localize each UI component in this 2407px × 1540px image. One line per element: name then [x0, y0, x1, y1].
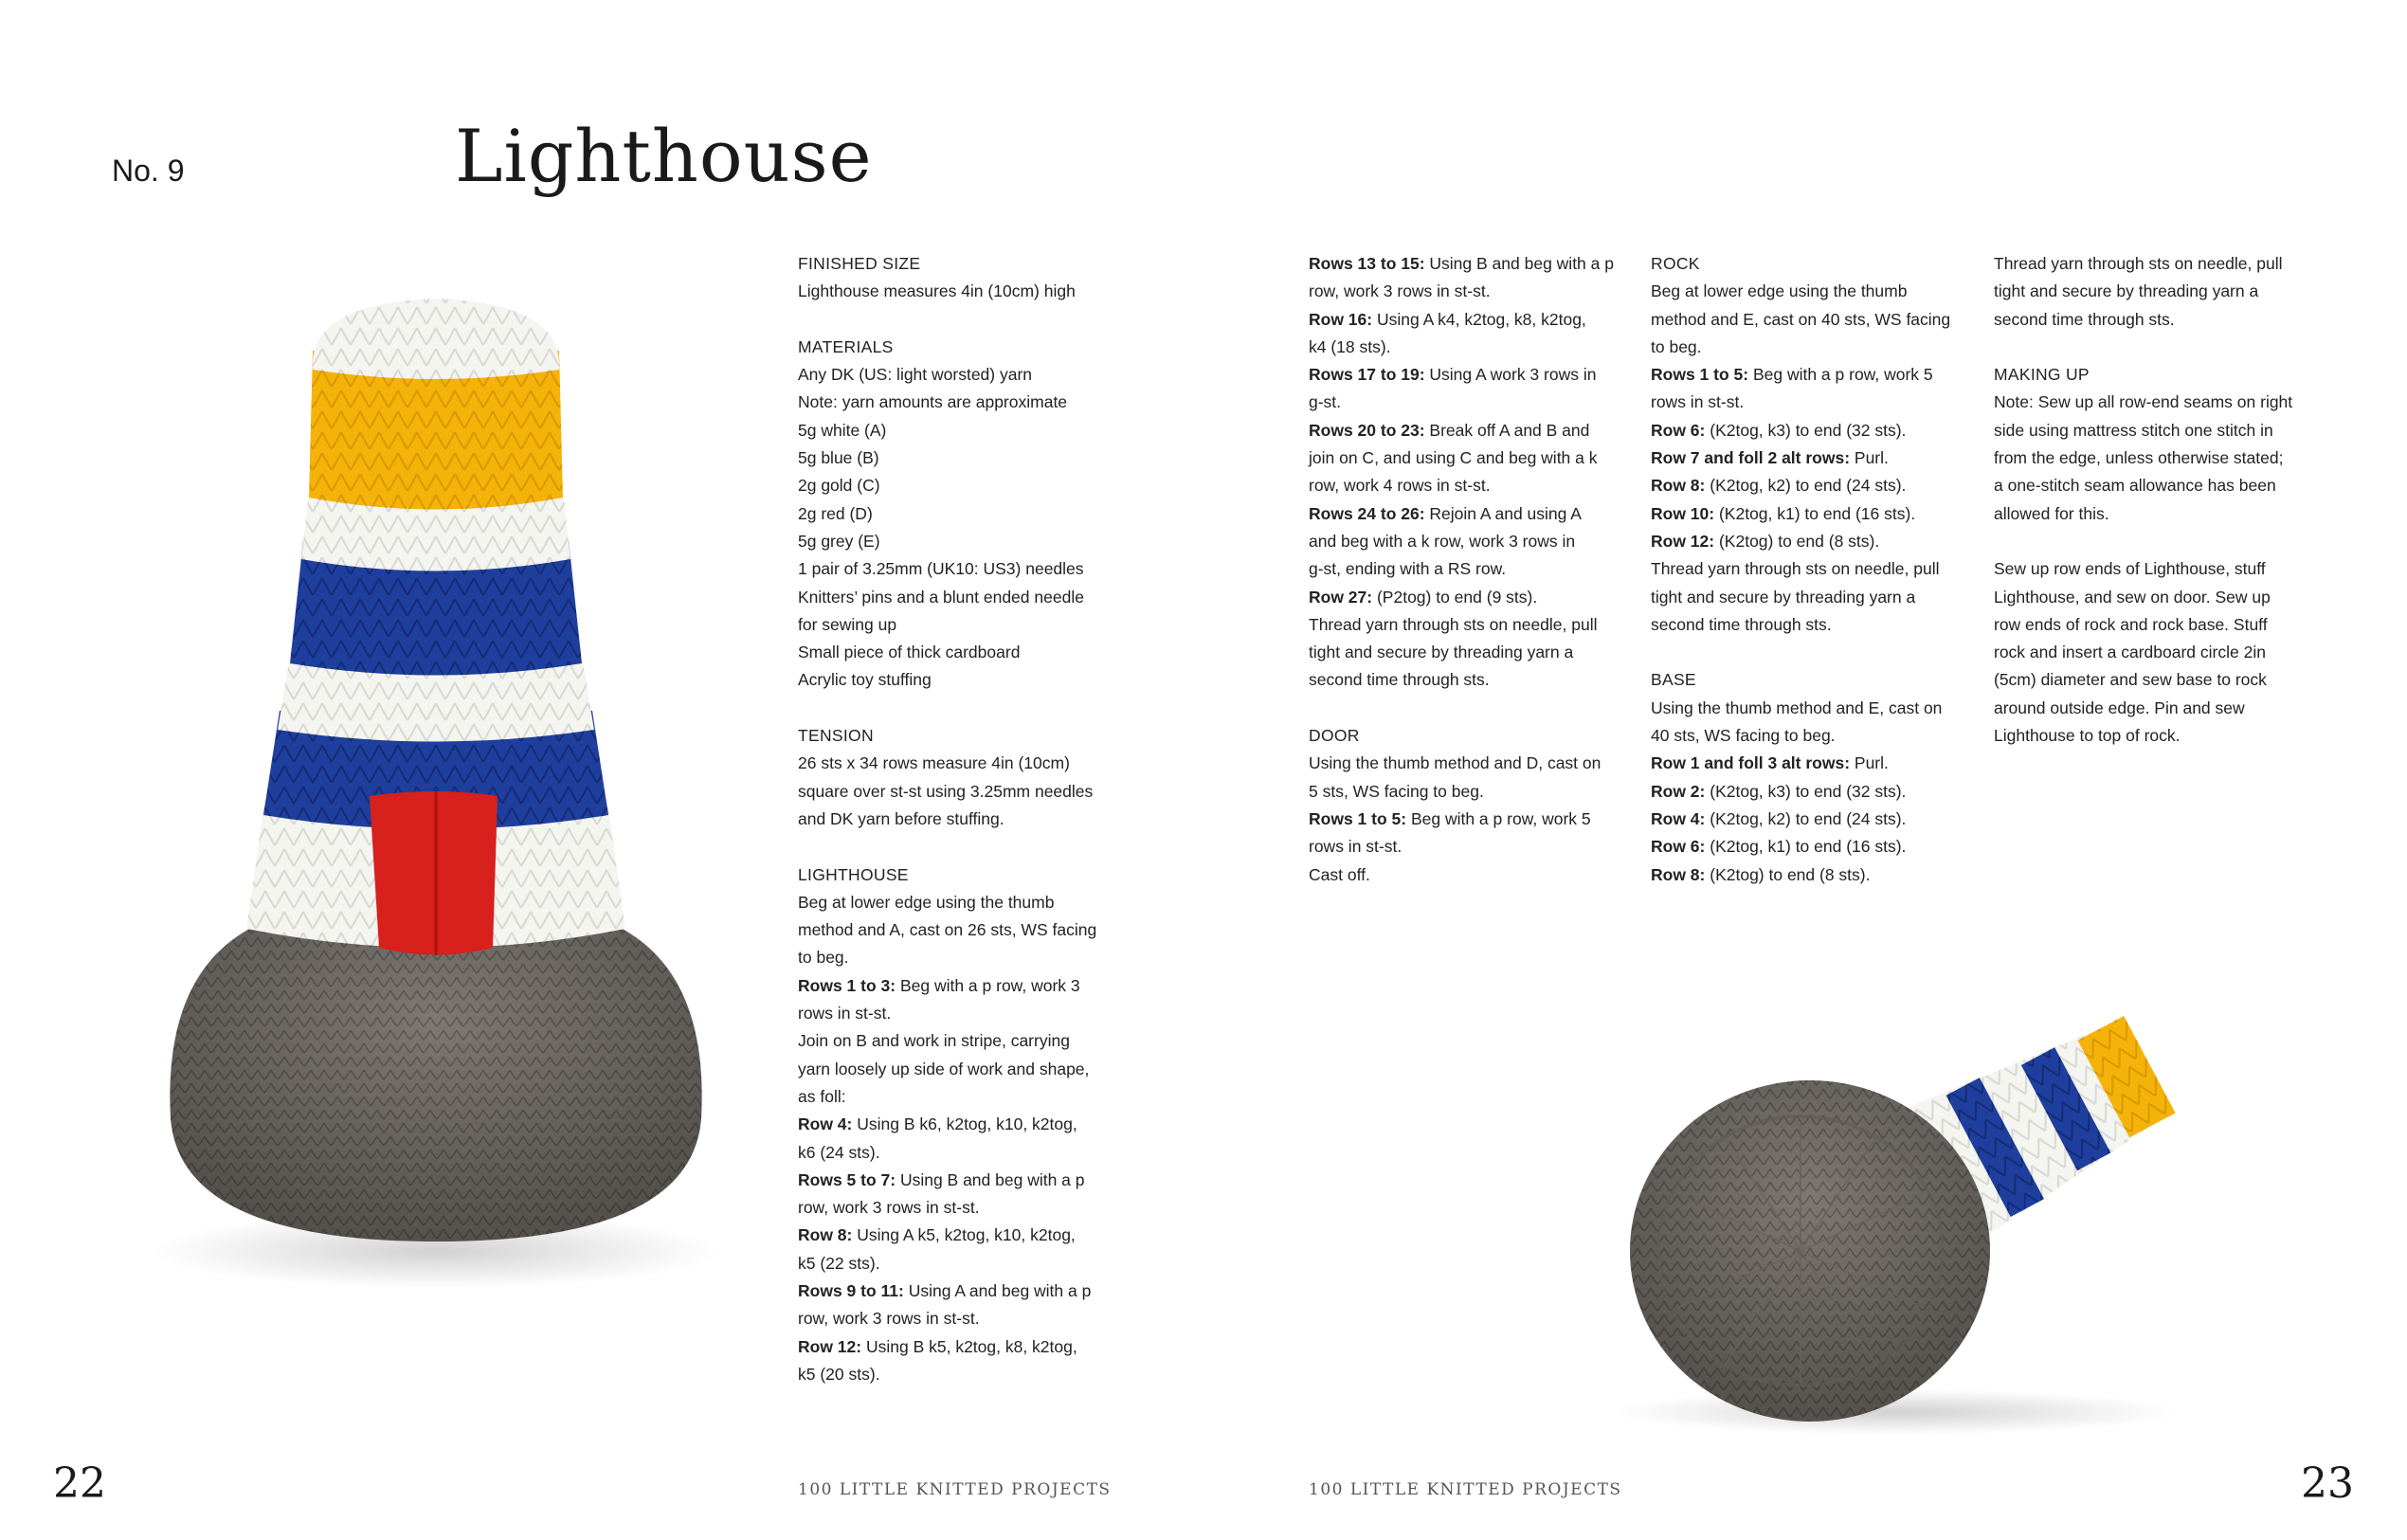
instruction-row: Rows 1 to 5: Beg with a p row, work 5	[1651, 365, 1933, 385]
materials-line: 5g white (A)	[798, 420, 887, 440]
row-label: Row 6:	[1651, 420, 1706, 440]
row-label: Row 7 and foll 2 alt rows:	[1651, 448, 1851, 468]
base-heading: BASE	[1651, 670, 1696, 690]
instruction-line: method and E, cast on 40 sts, WS facing	[1651, 309, 1951, 329]
instruction-line: g-st, ending with a RS row.	[1309, 559, 1507, 579]
materials-line: 5g blue (B)	[798, 448, 879, 468]
page-number-right: 23	[2301, 1459, 2354, 1508]
instruction-line: g-st.	[1309, 392, 1342, 412]
materials-heading: MATERIALS	[798, 336, 894, 356]
instruction-line: second time through sts.	[1309, 670, 1490, 690]
row-label: Row 2:	[1651, 781, 1706, 801]
finished-size-text: Lighthouse measures 4in (10cm) high	[798, 281, 1076, 301]
instruction-row: Row 2: (K2tog, k3) to end (32 sts).	[1651, 781, 1907, 801]
instruction-row: Row 8: (K2tog) to end (8 sts).	[1651, 864, 1871, 884]
instruction-line: Using the thumb method and D, cast on	[1309, 753, 1602, 773]
row-label: Rows 1 to 5:	[1651, 365, 1749, 385]
row-label: Row 8:	[1651, 864, 1706, 884]
instruction-line: rock and insert a cardboard circle 2in	[1994, 643, 2266, 662]
instruction-row: Row 6: (K2tog, k3) to end (32 sts).	[1651, 420, 1907, 440]
instruction-line: rows in st-st.	[1309, 837, 1403, 857]
rock-heading: ROCK	[1651, 254, 1700, 273]
instruction-row: Rows 5 to 7: Using B and beg with a p	[798, 1169, 1085, 1189]
instruction-row: Row 8: (K2tog, k2) to end (24 sts).	[1651, 476, 1907, 496]
instruction-row: Rows 20 to 23: Break off A and B and	[1309, 420, 1590, 440]
row-label: Rows 20 to 23:	[1309, 420, 1425, 440]
instruction-line: 40 sts, WS facing to beg.	[1651, 726, 1836, 746]
instruction-line: join on C, and using C and beg with a k	[1309, 448, 1598, 468]
instruction-line: yarn loosely up side of work and shape,	[798, 1059, 1090, 1078]
instruction-line: to beg.	[1651, 336, 1702, 356]
instruction-line: row ends of rock and rock base. Stuff	[1994, 614, 2268, 634]
instruction-line: Beg at lower edge using the thumb	[798, 892, 1055, 912]
row-label: Rows 1 to 3:	[798, 975, 896, 995]
instruction-line: Sew up row ends of Lighthouse, stuff	[1994, 559, 2266, 579]
materials-line: 2g red (D)	[798, 503, 873, 523]
finished-size-heading: FINISHED SIZE	[798, 254, 921, 273]
instruction-line: tight and secure by threading yarn a	[1994, 281, 2259, 301]
row-label: Row 8:	[798, 1225, 853, 1245]
lighthouse-upright-photo	[152, 284, 720, 1289]
materials-line: 2g gold (C)	[798, 476, 880, 496]
instruction-line: as foll:	[798, 1086, 846, 1106]
instruction-row: Rows 9 to 11: Using A and beg with a p	[798, 1280, 1092, 1300]
materials-line: 1 pair of 3.25mm (UK10: US3) needles	[798, 559, 1084, 579]
instruction-row: Row 8: Using A k5, k2tog, k10, k2tog,	[798, 1225, 1076, 1245]
lighthouse-lying-photo	[1611, 967, 2217, 1440]
instruction-row: Rows 13 to 15: Using B and beg with a p	[1309, 254, 1614, 273]
row-label: Rows 5 to 7:	[798, 1169, 896, 1189]
instruction-row: Row 6: (K2tog, k1) to end (16 sts).	[1651, 837, 1907, 857]
row-label: Row 27:	[1309, 587, 1373, 607]
page-title: Lighthouse	[455, 114, 873, 198]
instruction-line: to beg.	[798, 948, 849, 968]
column-4	[1994, 250, 2307, 750]
instruction-line: Lighthouse to top of rock.	[1994, 726, 2181, 746]
instruction-line: second time through sts.	[1994, 309, 2175, 329]
lighthouse-heading: LIGHTHOUSE	[798, 864, 909, 884]
tension-line: and DK yarn before stuffing.	[798, 808, 1004, 828]
materials-line: Note: yarn amounts are approximate	[798, 392, 1068, 412]
instruction-row: Row 4: (K2tog, k2) to end (24 sts).	[1651, 808, 1907, 828]
instruction-line: 5 sts, WS facing to beg.	[1309, 781, 1484, 801]
instruction-line: row, work 3 rows in st-st.	[798, 1309, 980, 1329]
row-label: Row 1 and foll 3 alt rows:	[1651, 753, 1851, 773]
instruction-line: Join on B and work in stripe, carrying	[798, 1031, 1070, 1051]
instruction-line: k4 (18 sts).	[1309, 336, 1391, 356]
instruction-line: Thread yarn through sts on needle, pull	[1994, 254, 2283, 273]
instruction-line: tight and secure by threading yarn a	[1309, 643, 1574, 662]
row-label: Row 12:	[1651, 531, 1715, 551]
materials-line: Any DK (US: light worsted) yarn	[798, 365, 1033, 385]
tension-heading: TENSION	[798, 726, 874, 746]
instruction-line: Thread yarn through sts on needle, pull	[1651, 559, 1940, 579]
running-footer-left: 100 LITTLE KNITTED PROJECTS	[798, 1480, 1112, 1499]
instruction-row: Rows 24 to 26: Rejoin A and using A	[1309, 503, 1582, 523]
column-1	[798, 250, 1120, 1388]
instruction-line: a one-stitch seam allowance has been	[1994, 476, 2276, 496]
instruction-line: k6 (24 sts).	[798, 1142, 880, 1162]
instruction-row: Row 1 and foll 3 alt rows: Purl.	[1651, 753, 1889, 773]
running-footer-right: 100 LITTLE KNITTED PROJECTS	[1309, 1480, 1622, 1499]
making-up-heading: MAKING UP	[1994, 365, 2090, 385]
column-3	[1651, 250, 1964, 889]
instruction-row: Row 4: Using B k6, k2tog, k10, k2tog,	[798, 1114, 1077, 1134]
instruction-line: row, work 3 rows in st-st.	[1309, 281, 1491, 301]
instruction-line: Thread yarn through sts on needle, pull	[1309, 614, 1598, 634]
instruction-line: k5 (20 sts).	[798, 1364, 880, 1384]
column-2	[1309, 250, 1631, 889]
instruction-line: method and A, cast on 26 sts, WS facing	[798, 920, 1097, 940]
instruction-line: Beg at lower edge using the thumb	[1651, 281, 1908, 301]
instruction-row: Row 12: Using B k5, k2tog, k8, k2tog,	[798, 1336, 1077, 1356]
instruction-row: Row 16: Using A k4, k2tog, k8, k2tog,	[1309, 309, 1586, 329]
materials-line: Knitters’ pins and a blunt ended needle	[798, 587, 1084, 607]
instruction-line: Note: Sew up all row-end seams on right	[1994, 392, 2293, 412]
instruction-row: Row 12: (K2tog) to end (8 sts).	[1651, 531, 1880, 551]
tension-line: 26 sts x 34 rows measure 4in (10cm)	[798, 753, 1070, 773]
instruction-line: and beg with a k row, work 3 rows in	[1309, 531, 1576, 551]
materials-line: 5g grey (E)	[798, 531, 880, 551]
row-label: Row 4:	[1651, 808, 1706, 828]
instruction-line: k5 (22 sts).	[798, 1253, 880, 1273]
instruction-line: rows in st-st.	[798, 1004, 892, 1024]
instruction-row: Row 27: (P2tog) to end (9 sts).	[1309, 587, 1538, 607]
instruction-line: rows in st-st.	[1651, 392, 1745, 412]
instruction-row: Row 7 and foll 2 alt rows: Purl.	[1651, 448, 1889, 468]
materials-line: Small piece of thick cardboard	[798, 643, 1021, 662]
row-label: Row 12:	[798, 1336, 862, 1356]
instruction-line: Lighthouse, and sew on door. Sew up	[1994, 587, 2271, 607]
tension-line: square over st-st using 3.25mm needles	[798, 781, 1094, 801]
row-label: Row 6:	[1651, 837, 1706, 857]
row-label: Row 10:	[1651, 503, 1715, 523]
instruction-line: allowed for this.	[1994, 503, 2109, 523]
row-label: Rows 13 to 15:	[1309, 254, 1425, 273]
instruction-line: row, work 3 rows in st-st.	[798, 1198, 980, 1218]
page-number-left: 22	[53, 1459, 106, 1508]
materials-line: for sewing up	[798, 614, 897, 634]
instruction-line: Cast off.	[1309, 864, 1370, 884]
row-label: Row 8:	[1651, 476, 1706, 496]
instruction-row: Row 10: (K2tog, k1) to end (16 sts).	[1651, 503, 1916, 523]
door-heading: DOOR	[1309, 726, 1360, 746]
instruction-line: row, work 4 rows in st-st.	[1309, 476, 1491, 496]
pattern-number: No. 9	[112, 154, 185, 188]
instruction-line: (5cm) diameter and sew base to rock	[1994, 670, 2267, 690]
instruction-line: from the edge, unless otherwise stated;	[1994, 448, 2284, 468]
row-label: Rows 17 to 19:	[1309, 365, 1425, 385]
row-label: Rows 1 to 5:	[1309, 808, 1407, 828]
instruction-line: Using the thumb method and E, cast on	[1651, 698, 1943, 717]
instruction-line: tight and secure by threading yarn a	[1651, 587, 1916, 607]
row-label: Row 4:	[798, 1114, 853, 1134]
instruction-line: around outside edge. Pin and sew	[1994, 698, 2245, 717]
instruction-row: Rows 1 to 5: Beg with a p row, work 5	[1309, 808, 1591, 828]
instruction-row: Rows 1 to 3: Beg with a p row, work 3	[798, 975, 1080, 995]
row-label: Rows 24 to 26:	[1309, 503, 1425, 523]
instruction-line: second time through sts.	[1651, 614, 1832, 634]
instruction-line: side using mattress stitch one stitch in	[1994, 420, 2273, 440]
materials-line: Acrylic toy stuffing	[798, 670, 932, 690]
row-label: Row 16:	[1309, 309, 1373, 329]
instruction-row: Rows 17 to 19: Using A work 3 rows in	[1309, 365, 1597, 385]
row-label: Rows 9 to 11:	[798, 1280, 904, 1300]
